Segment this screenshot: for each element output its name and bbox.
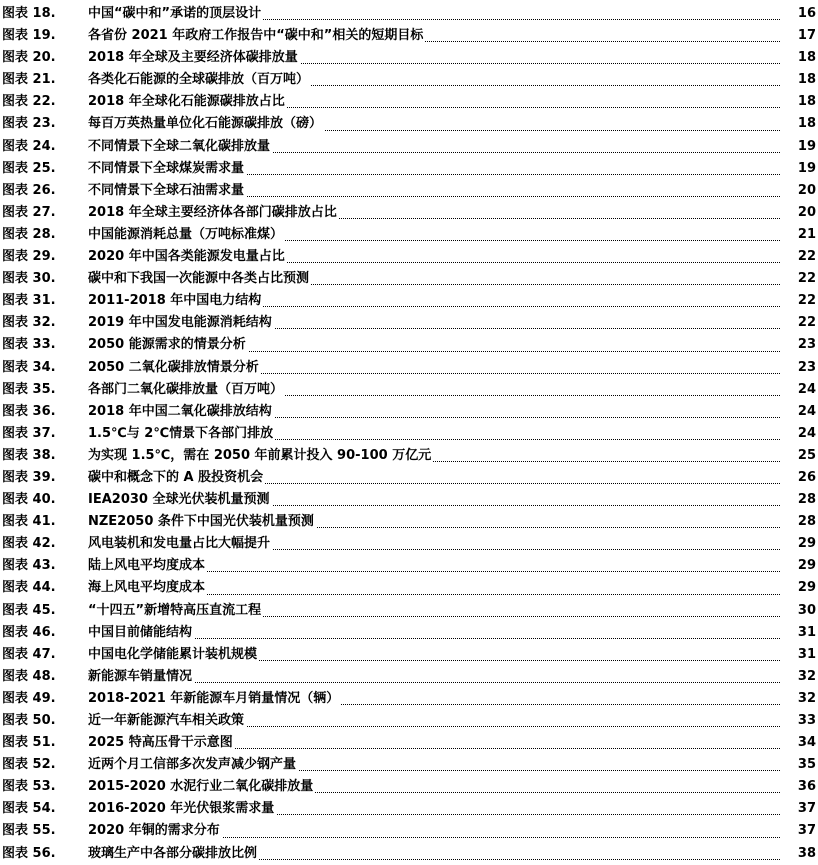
figure-number: 18.	[32, 6, 56, 21]
page-number: 28	[796, 489, 816, 511]
figure-title: 新能源车销量情况	[88, 666, 194, 688]
page-number: 22	[796, 290, 816, 312]
figure-label	[2, 489, 56, 511]
page-number: 23	[796, 334, 816, 356]
toc-entry[interactable]	[0, 423, 818, 445]
toc-entry[interactable]	[0, 158, 818, 180]
figure-title: 海上风电平均度成本	[88, 577, 207, 599]
figure-prefix: 图表	[2, 381, 29, 397]
figure-title: 中国目前储能结构	[88, 622, 194, 644]
figure-number: 24.	[32, 138, 56, 154]
page-number: 29	[796, 577, 816, 599]
figure-label	[2, 246, 56, 268]
figure-label	[2, 401, 56, 423]
figure-prefix: 图表	[2, 646, 29, 662]
figure-prefix: 图表	[2, 315, 29, 331]
toc-entry[interactable]	[0, 798, 818, 820]
figure-title: 玻璃生产中各部分碳排放比例	[88, 843, 259, 865]
figure-label	[2, 776, 56, 798]
toc-entry[interactable]	[0, 47, 818, 69]
figure-label	[2, 688, 56, 710]
toc-entry[interactable]	[0, 268, 818, 290]
figure-number: 48.	[32, 668, 56, 684]
figure-label	[2, 357, 56, 379]
figure-title: 中国能源消耗总量（万吨标准煤）	[88, 224, 285, 246]
figure-label	[2, 644, 56, 666]
figure-title: 2011-2018 年中国电力结构	[88, 290, 263, 312]
figure-title: 2025 特高压骨干示意图	[88, 732, 235, 754]
figure-title: “十四五”新增特高压直流工程	[88, 600, 263, 622]
toc-entry[interactable]	[0, 555, 818, 577]
toc-entry[interactable]	[0, 710, 818, 732]
toc-entry[interactable]	[0, 113, 818, 135]
toc-entry[interactable]	[0, 401, 818, 423]
toc-entry[interactable]	[0, 69, 818, 91]
figure-title: 中国“碳中和”承诺的顶层设计	[88, 3, 263, 25]
figure-title: 2050 二氧化碳排放情景分析	[88, 357, 261, 379]
figure-title: 近两个月工信部多次发声减少钢产量	[88, 754, 298, 776]
figure-number: 56.	[32, 845, 56, 861]
figure-label	[2, 533, 56, 555]
figure-label	[2, 69, 56, 91]
figure-label	[2, 113, 56, 135]
toc-entry[interactable]	[0, 820, 818, 842]
page-number: 18	[796, 69, 816, 91]
figure-prefix: 图表	[2, 337, 29, 353]
figure-prefix: 图表	[2, 823, 29, 839]
page-number: 24	[796, 379, 816, 401]
toc-entry[interactable]	[0, 754, 818, 776]
page-number: 34	[796, 732, 816, 754]
figure-number: 43.	[32, 558, 56, 574]
page-number: 33	[796, 710, 816, 732]
page-number: 31	[796, 644, 816, 666]
figure-title: 各部门二氧化碳排放量（百万吨）	[88, 379, 285, 401]
page-number: 31	[796, 622, 816, 644]
figure-number: 49.	[32, 690, 56, 706]
page-number: 22	[796, 312, 816, 334]
page-number: 20	[796, 202, 816, 224]
figure-number: 30.	[32, 271, 56, 287]
figure-number: 21.	[32, 72, 56, 88]
figure-prefix: 图表	[2, 602, 29, 618]
figure-label	[2, 577, 56, 599]
figure-title: 碳中和概念下的 A 股投资机会	[88, 467, 265, 489]
figure-title: 每百万英热量单位化石能源碳排放（磅）	[88, 113, 324, 135]
figure-title: 2018 年全球化石能源碳排放占比	[88, 91, 287, 113]
figure-title: 2018 年全球及主要经济体碳排放量	[88, 47, 300, 69]
figure-title: 陆上风电平均度成本	[88, 555, 207, 577]
figure-number: 22.	[32, 94, 56, 110]
figure-number: 55.	[32, 823, 56, 839]
figure-title: 2050 能源需求的情景分析	[88, 334, 248, 356]
toc-entry[interactable]	[0, 379, 818, 401]
figure-prefix: 图表	[2, 447, 29, 463]
figure-number: 38.	[32, 447, 56, 463]
toc-entry[interactable]	[0, 511, 818, 533]
figure-prefix: 图表	[2, 536, 29, 552]
figure-number: 46.	[32, 624, 56, 640]
figure-label	[2, 445, 56, 467]
figure-prefix: 图表	[2, 690, 29, 706]
figure-label	[2, 754, 56, 776]
figure-number: 20.	[32, 50, 56, 66]
figure-label	[2, 843, 56, 865]
figure-prefix: 图表	[2, 580, 29, 596]
figure-prefix: 图表	[2, 514, 29, 530]
toc-entry[interactable]	[0, 312, 818, 334]
figure-prefix: 图表	[2, 735, 29, 751]
figure-number: 41.	[32, 514, 56, 530]
figure-label	[2, 798, 56, 820]
figure-label	[2, 136, 56, 158]
figure-title: 2020 年中国各类能源发电量占比	[88, 246, 287, 268]
figure-title: 各省份 2021 年政府工作报告中“碳中和”相关的短期目标	[88, 25, 425, 47]
figure-number: 37.	[32, 425, 56, 441]
page-number: 29	[796, 555, 816, 577]
figure-number: 36.	[32, 403, 56, 419]
figure-label	[2, 600, 56, 622]
figure-prefix: 图表	[2, 226, 29, 242]
figure-label	[2, 224, 56, 246]
page-number: 19	[796, 158, 816, 180]
toc-entry[interactable]	[0, 91, 818, 113]
page-number: 28	[796, 511, 816, 533]
figure-number: 27.	[32, 204, 56, 220]
page-number: 17	[796, 25, 816, 47]
figure-label	[2, 334, 56, 356]
figure-title: 不同情景下全球煤炭需求量	[88, 158, 246, 180]
figure-number: 53.	[32, 779, 56, 795]
figure-title: 不同情景下全球石油需求量	[88, 180, 246, 202]
figure-label	[2, 379, 56, 401]
toc-entry[interactable]	[0, 136, 818, 158]
figure-number: 52.	[32, 757, 56, 773]
figure-label	[2, 3, 56, 25]
figure-prefix: 图表	[2, 182, 29, 198]
figure-number: 26.	[32, 182, 56, 198]
figure-label	[2, 312, 56, 334]
page-number: 16	[796, 3, 816, 25]
toc-entry[interactable]	[0, 224, 818, 246]
figure-title: 近一年新能源汽车相关政策	[88, 710, 246, 732]
figure-prefix: 图表	[2, 160, 29, 176]
figure-title: NZE2050 条件下中国光伏装机量预测	[88, 511, 316, 533]
figure-label	[2, 820, 56, 842]
page-number: 37	[796, 820, 816, 842]
toc-entry[interactable]	[0, 533, 818, 555]
toc-entry[interactable]	[0, 688, 818, 710]
figure-title: 2020 年铜的需求分布	[88, 820, 222, 842]
figure-prefix: 图表	[2, 558, 29, 574]
figure-number: 23.	[32, 116, 56, 132]
toc-entry[interactable]	[0, 776, 818, 798]
figure-prefix: 图表	[2, 469, 29, 485]
figure-prefix: 图表	[2, 403, 29, 419]
figure-number: 54.	[32, 801, 56, 817]
figure-prefix: 图表	[2, 624, 29, 640]
figure-label	[2, 25, 56, 47]
figure-prefix: 图表	[2, 28, 29, 44]
page-number: 19	[796, 136, 816, 158]
figure-number: 51.	[32, 735, 56, 751]
figure-prefix: 图表	[2, 204, 29, 220]
figure-title: 2015-2020 水泥行业二氧化碳排放量	[88, 776, 315, 798]
figure-label	[2, 202, 56, 224]
figure-label	[2, 290, 56, 312]
figure-title: 2019 年中国发电能源消耗结构	[88, 312, 274, 334]
figure-number: 32.	[32, 315, 56, 331]
page-number: 37	[796, 798, 816, 820]
figure-number: 25.	[32, 160, 56, 176]
figure-number: 35.	[32, 381, 56, 397]
page-number: 32	[796, 666, 816, 688]
page-number: 22	[796, 268, 816, 290]
toc-entry[interactable]	[0, 666, 818, 688]
figure-label	[2, 47, 56, 69]
figure-number: 34.	[32, 359, 56, 375]
toc-entry[interactable]	[0, 732, 818, 754]
page-number: 18	[796, 91, 816, 113]
toc-entry[interactable]	[0, 445, 818, 467]
figure-prefix: 图表	[2, 116, 29, 132]
figure-title: 不同情景下全球二氧化碳排放量	[88, 136, 272, 158]
figure-number: 29.	[32, 249, 56, 265]
figure-title: 2018 年全球主要经济体各部门碳排放占比	[88, 202, 339, 224]
figure-prefix: 图表	[2, 492, 29, 508]
page-number: 38	[796, 843, 816, 865]
figure-title: 2016-2020 年光伏银浆需求量	[88, 798, 276, 820]
toc-entry[interactable]	[0, 25, 818, 47]
toc-entry[interactable]	[0, 334, 818, 356]
figure-prefix: 图表	[2, 779, 29, 795]
page-number: 35	[796, 754, 816, 776]
figure-number: 40.	[32, 492, 56, 508]
figure-number: 47.	[32, 646, 56, 662]
figure-prefix: 图表	[2, 94, 29, 110]
toc-entry[interactable]	[0, 622, 818, 644]
page-number: 22	[796, 246, 816, 268]
figure-number: 44.	[32, 580, 56, 596]
figure-title: 1.5℃与 2℃情景下各部门排放	[88, 423, 275, 445]
figure-title: 各类化石能源的全球碳排放（百万吨）	[88, 69, 311, 91]
figure-number: 39.	[32, 469, 56, 485]
toc-entry[interactable]	[0, 3, 818, 25]
figure-number: 31.	[32, 293, 56, 309]
toc-entry[interactable]	[0, 246, 818, 268]
page-number: 21	[796, 224, 816, 246]
figure-title: 中国电化学储能累计装机规模	[88, 644, 259, 666]
figure-label	[2, 555, 56, 577]
toc-entry[interactable]	[0, 644, 818, 666]
figure-label	[2, 180, 56, 202]
figure-label	[2, 622, 56, 644]
toc-entry[interactable]	[0, 290, 818, 312]
figure-prefix: 图表	[2, 757, 29, 773]
figure-label	[2, 666, 56, 688]
toc-entry[interactable]	[0, 467, 818, 489]
figure-title: IEA2030 全球光伏装机量预测	[88, 489, 272, 511]
page-number: 18	[796, 47, 816, 69]
toc-entry[interactable]	[0, 202, 818, 224]
figure-label	[2, 732, 56, 754]
toc-entry[interactable]	[0, 180, 818, 202]
figure-prefix: 图表	[2, 138, 29, 154]
figure-label	[2, 158, 56, 180]
page-number: 18	[796, 113, 816, 135]
figure-title: 为实现 1.5℃，需在 2050 年前累计投入 90-100 万亿元	[88, 445, 433, 467]
page-number: 29	[796, 533, 816, 555]
figure-number: 19.	[32, 28, 56, 44]
figure-prefix: 图表	[2, 50, 29, 66]
page-number: 25	[796, 445, 816, 467]
figure-prefix: 图表	[2, 845, 29, 861]
page-number: 24	[796, 423, 816, 445]
page-number: 20	[796, 180, 816, 202]
figure-prefix: 图表	[2, 425, 29, 441]
page-number: 24	[796, 401, 816, 423]
page-number: 23	[796, 357, 816, 379]
figure-number: 33.	[32, 337, 56, 353]
toc-entry[interactable]	[0, 489, 818, 511]
figure-title: 风电装机和发电量占比大幅提升	[88, 533, 272, 555]
figure-prefix: 图表	[2, 668, 29, 684]
figure-prefix: 图表	[2, 249, 29, 265]
figure-prefix: 图表	[2, 293, 29, 309]
page-number: 26	[796, 467, 816, 489]
figure-label	[2, 268, 56, 290]
figure-label	[2, 511, 56, 533]
figure-label	[2, 91, 56, 113]
figure-prefix: 图表	[2, 713, 29, 728]
figure-label	[2, 710, 56, 732]
figure-label	[2, 423, 56, 445]
toc-entry[interactable]	[0, 577, 818, 599]
figure-number: 28.	[32, 226, 56, 242]
figure-title: 2018 年中国二氧化碳排放结构	[88, 401, 274, 423]
toc-entry[interactable]	[0, 843, 818, 865]
page-number: 30	[796, 600, 816, 622]
page-number: 36	[796, 776, 816, 798]
toc-entry[interactable]	[0, 357, 818, 379]
figure-number: 42.	[32, 536, 56, 552]
figure-title: 碳中和下我国一次能源中各类占比预测	[88, 268, 311, 290]
figure-number: 45.	[32, 602, 56, 618]
figure-prefix: 图表	[2, 359, 29, 375]
figure-title: 2018-2021 年新能源车月销量情况（辆）	[88, 688, 341, 710]
figure-prefix: 图表	[2, 72, 29, 88]
figure-label	[2, 467, 56, 489]
page-number: 32	[796, 688, 816, 710]
figure-prefix: 图表	[2, 801, 29, 817]
toc-entry[interactable]	[0, 600, 818, 622]
figure-number: 50.	[32, 713, 56, 728]
figure-prefix: 图表	[2, 271, 29, 287]
figure-prefix: 图表	[2, 6, 29, 21]
